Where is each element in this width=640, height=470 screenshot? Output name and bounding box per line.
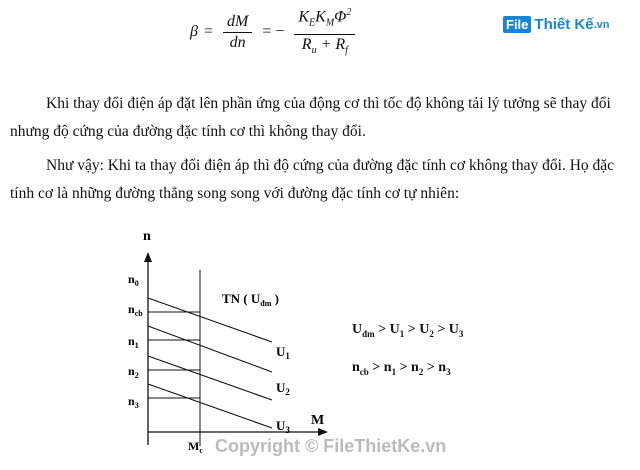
tick-n1: $n_1$ bbox=[128, 334, 139, 350]
tick-ncb: $n_{cb}$ bbox=[128, 302, 143, 318]
tick-n0: $n_0$ bbox=[128, 272, 139, 288]
u2-characteristic bbox=[148, 356, 272, 400]
derivative-fraction: $\frac{dM}{dn}$ bbox=[223, 12, 252, 53]
axis-y-label: n bbox=[143, 229, 151, 244]
label-u1: $U_1$ bbox=[276, 344, 290, 361]
paragraph-1: Khi thay đổi điện áp đặt lên phần ứng của động cơ thì tốc độ không tải lý tưởng sẽ thay đổi nhưng độ cứng của đường đặc tính cơ thì không thay đổi. bbox=[10, 95, 611, 140]
u1-characteristic bbox=[148, 326, 272, 372]
axis-x-label: M bbox=[311, 413, 325, 428]
constant-fraction: $\frac{K_EK_M\Phi^2}{R_u + R_f}$ bbox=[294, 3, 355, 61]
equals-minus: = − bbox=[262, 23, 285, 40]
y-axis-arrow bbox=[144, 252, 152, 262]
u3-characteristic bbox=[148, 384, 272, 428]
label-u2: $U_2$ bbox=[276, 380, 290, 397]
x-axis-arrow bbox=[318, 428, 328, 436]
site-logo[interactable]: File Thiết Kế .vn bbox=[503, 16, 610, 33]
tick-mc: $M_c$ bbox=[188, 439, 203, 455]
tick-n2: $n_2$ bbox=[128, 364, 139, 380]
hardness-formula: β = $\frac{dM}{dn}$ = − $\frac{K_EK_M\Phi^2}{R_u + R_f}$ bbox=[190, 8, 359, 56]
tick-n3: $n_3$ bbox=[128, 394, 139, 410]
paragraph-2: Như vậy: Khi ta thay đổi điện áp thì độ cứng của đường đặc tính cơ không thay đổi. Họ đặc tính cơ là những đường thẳng song song với đường đặc tính cơ tự nhiên: bbox=[10, 157, 615, 202]
copyright-watermark: Copyright © FileThietKe.vn bbox=[215, 436, 447, 456]
beta-symbol: β bbox=[190, 23, 198, 40]
label-u3: $U_3$ bbox=[276, 418, 290, 435]
label-tn: TN ( $U_{đm}$ ) bbox=[222, 291, 279, 308]
voltage-relation: $U_{đm} > U_1 > U_2 > U_3$ bbox=[352, 322, 464, 339]
speed-relation: $n_{cb} > n_1 > n_2 > n_3$ bbox=[352, 360, 451, 377]
